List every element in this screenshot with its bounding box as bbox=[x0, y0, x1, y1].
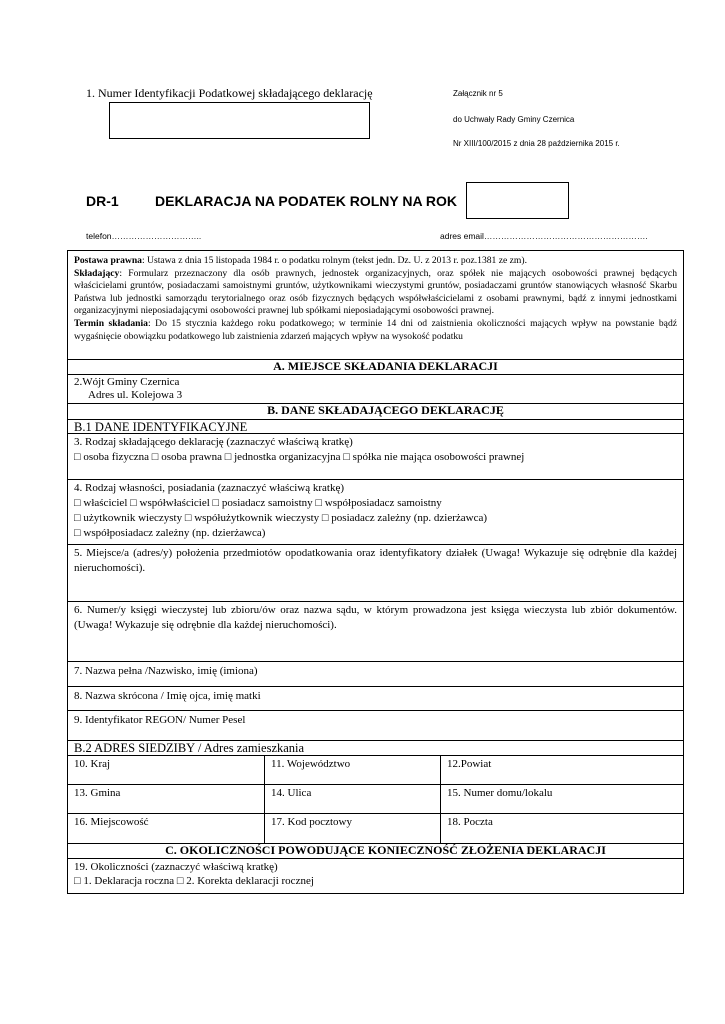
nip-input-box[interactable] bbox=[109, 102, 370, 139]
phone-field[interactable]: telefon………………………….. bbox=[86, 231, 202, 241]
field-8[interactable] bbox=[68, 687, 683, 711]
nip-label: 1. Numer Identyfikacji Podatkowej składającego deklarację bbox=[86, 86, 373, 100]
declaration-form bbox=[67, 250, 684, 894]
field-13-label: 13. Gmina bbox=[74, 787, 121, 799]
section-a-header bbox=[68, 360, 683, 375]
section-b-title: B. DANE SKŁADAJĄCEGO DEKLARACJĘ bbox=[267, 403, 504, 417]
submitter-text: : Formularz przeznaczony dla osób prawnych, jednostek organizacyjnych, oraz spółek nie mających osobowości prawnej będących właścicielami gruntów, posiadaczami samoistnymi gruntów, użytkownikami wieczystymi gruntów, posiadaczami gruntów stanowiących własność Skarbu Państwa lub jednostki samorządu terytorialnego oraz osób fizycznych będących współwłaścicielami z osobami prawnymi, bądź z innymi jednostkami organizacyjnymi nieposiadającymi osobowości prawnej lub spółkami nieposiadającymi osobowości prawnej. bbox=[74, 267, 677, 317]
field-14-label: 14. Ulica bbox=[271, 787, 312, 799]
section-a-title: A. MIEJSCE SKŁADANIA DEKLARACJI bbox=[273, 359, 498, 373]
address-row-2 bbox=[68, 785, 683, 814]
form-code: DR-1 bbox=[86, 193, 119, 209]
field-12-label: 12.Powiat bbox=[447, 758, 492, 770]
section-a-body bbox=[68, 375, 683, 404]
email-field[interactable]: adres email…………………………………………………. bbox=[440, 231, 648, 241]
field-13[interactable] bbox=[68, 785, 265, 813]
field-3-options[interactable]: □ osoba fizyczna □ osoba prawna □ jednostka organizacyjna □ spółka nie mająca osobowości prawnej bbox=[74, 451, 525, 463]
field-11-label: 11. Województwo bbox=[271, 758, 351, 770]
section-c-title: C. OKOLICZNOŚCI POWODUJĄCE KONIECZNOŚĆ ZŁOŻENIA DEKLARACJI bbox=[165, 843, 606, 857]
field-16[interactable] bbox=[68, 814, 265, 843]
field-4-options-line1[interactable]: □ właściciel □ współwłaściciel □ posiadacz samoistny □ współposiadacz samoistny bbox=[74, 497, 442, 509]
office-address: Adres ul. Kolejowa 3 bbox=[88, 389, 183, 401]
year-input-box[interactable] bbox=[466, 182, 569, 219]
field-16-label: 16. Miejscowość bbox=[74, 816, 149, 828]
address-row-3 bbox=[68, 814, 683, 844]
office-name: 2.Wójt Gminy Czernica bbox=[74, 376, 180, 388]
field-5-label: 5. Miejsce/a (adres/y) położenia przedmiotów opodatkowania oraz identyfikatory działek (Uwaga! Wykazuje się odrębnie dla każdej nieruchomości). bbox=[74, 547, 677, 574]
field-19-options[interactable]: □ 1. Deklaracja roczna □ 2. Korekta deklaracji rocznej bbox=[74, 875, 314, 887]
section-c-header bbox=[68, 844, 683, 859]
field-9[interactable] bbox=[68, 711, 683, 741]
field-3[interactable] bbox=[68, 434, 683, 480]
legal-basis-text: : Ustawa z dnia 15 listopada 1984 r. o podatku rolnym (tekst jedn. Dz. U. z 2013 r. poz.1381 ze zm). bbox=[141, 255, 527, 266]
field-4[interactable] bbox=[68, 480, 683, 545]
field-8-label: 8. Nazwa skrócona / Imię ojca, imię matki bbox=[74, 690, 261, 702]
address-row-1 bbox=[68, 756, 683, 785]
field-18-label: 18. Poczta bbox=[447, 816, 493, 828]
field-19[interactable] bbox=[68, 859, 683, 893]
field-10[interactable] bbox=[68, 756, 265, 784]
field-6-label: 6. Numer/y księgi wieczystej lub zbioru/ów oraz nazwa sądu, w którym prowadzona jest księga wieczysta lub zbiór dokumentów. (Uwaga! Wykazuje się odrębnie dla każdej nieruchomości). bbox=[74, 604, 677, 631]
field-14[interactable] bbox=[265, 785, 441, 813]
field-3-label: 3. Rodzaj składającego deklarację (zaznaczyć właściwą kratkę) bbox=[74, 436, 353, 448]
deadline-text: : Do 15 stycznia każdego roku podatkowego; w terminie 14 dni od zaistnienia okoliczności mających wpływ na powstanie bądź wygaśnięcie obowiązku podatkowego lub zaistnienia zdarzeń mających wpływ na wysokość podatku bbox=[74, 317, 677, 342]
intro-block bbox=[68, 251, 683, 360]
field-5[interactable] bbox=[68, 545, 683, 602]
section-b-header bbox=[68, 404, 683, 420]
field-12[interactable] bbox=[441, 756, 683, 784]
field-11[interactable] bbox=[265, 756, 441, 784]
attachment-number: Załącznik nr 5 bbox=[453, 89, 503, 98]
form-title: DEKLARACJA NA PODATEK ROLNY NA ROK bbox=[155, 193, 458, 209]
legal-basis-label: Postawa prawna bbox=[74, 255, 142, 266]
field-7-label: 7. Nazwa pełna /Nazwisko, imię (imiona) bbox=[74, 665, 258, 677]
deadline-label: Termin składania bbox=[74, 317, 148, 329]
attachment-resolution: do Uchwały Rady Gminy Czernica bbox=[453, 115, 575, 124]
section-b1-header: B.1 DANE IDENTYFIKACYJNE bbox=[68, 420, 683, 434]
field-15-label: 15. Numer domu/lokalu bbox=[447, 787, 553, 799]
field-17[interactable] bbox=[265, 814, 441, 843]
field-18[interactable] bbox=[441, 814, 683, 843]
field-6[interactable] bbox=[68, 602, 683, 662]
attachment-date: Nr XIII/100/2015 z dnia 28 października 2015 r. bbox=[453, 139, 620, 148]
field-4-options-line2[interactable]: □ użytkownik wieczysty □ współużytkownik wieczysty □ posiadacz zależny (np. dzierżawca) bbox=[74, 512, 488, 524]
field-19-label: 19. Okoliczności (zaznaczyć właściwą kratkę) bbox=[74, 861, 278, 873]
field-10-label: 10. Kraj bbox=[74, 758, 111, 770]
field-4-label: 4. Rodzaj własności, posiadania (zaznaczyć właściwą kratkę) bbox=[74, 482, 344, 494]
field-9-label: 9. Identyfikator REGON/ Numer Pesel bbox=[74, 714, 246, 726]
submitter-label: Składający bbox=[74, 267, 120, 279]
section-b2-header: B.2 ADRES SIEDZIBY / Adres zamieszkania bbox=[68, 741, 683, 756]
field-15[interactable] bbox=[441, 785, 683, 813]
field-7[interactable] bbox=[68, 662, 683, 687]
field-17-label: 17. Kod pocztowy bbox=[271, 816, 352, 828]
field-4-options-line3[interactable]: □ współposiadacz zależny (np. dzierżawca) bbox=[74, 527, 266, 539]
